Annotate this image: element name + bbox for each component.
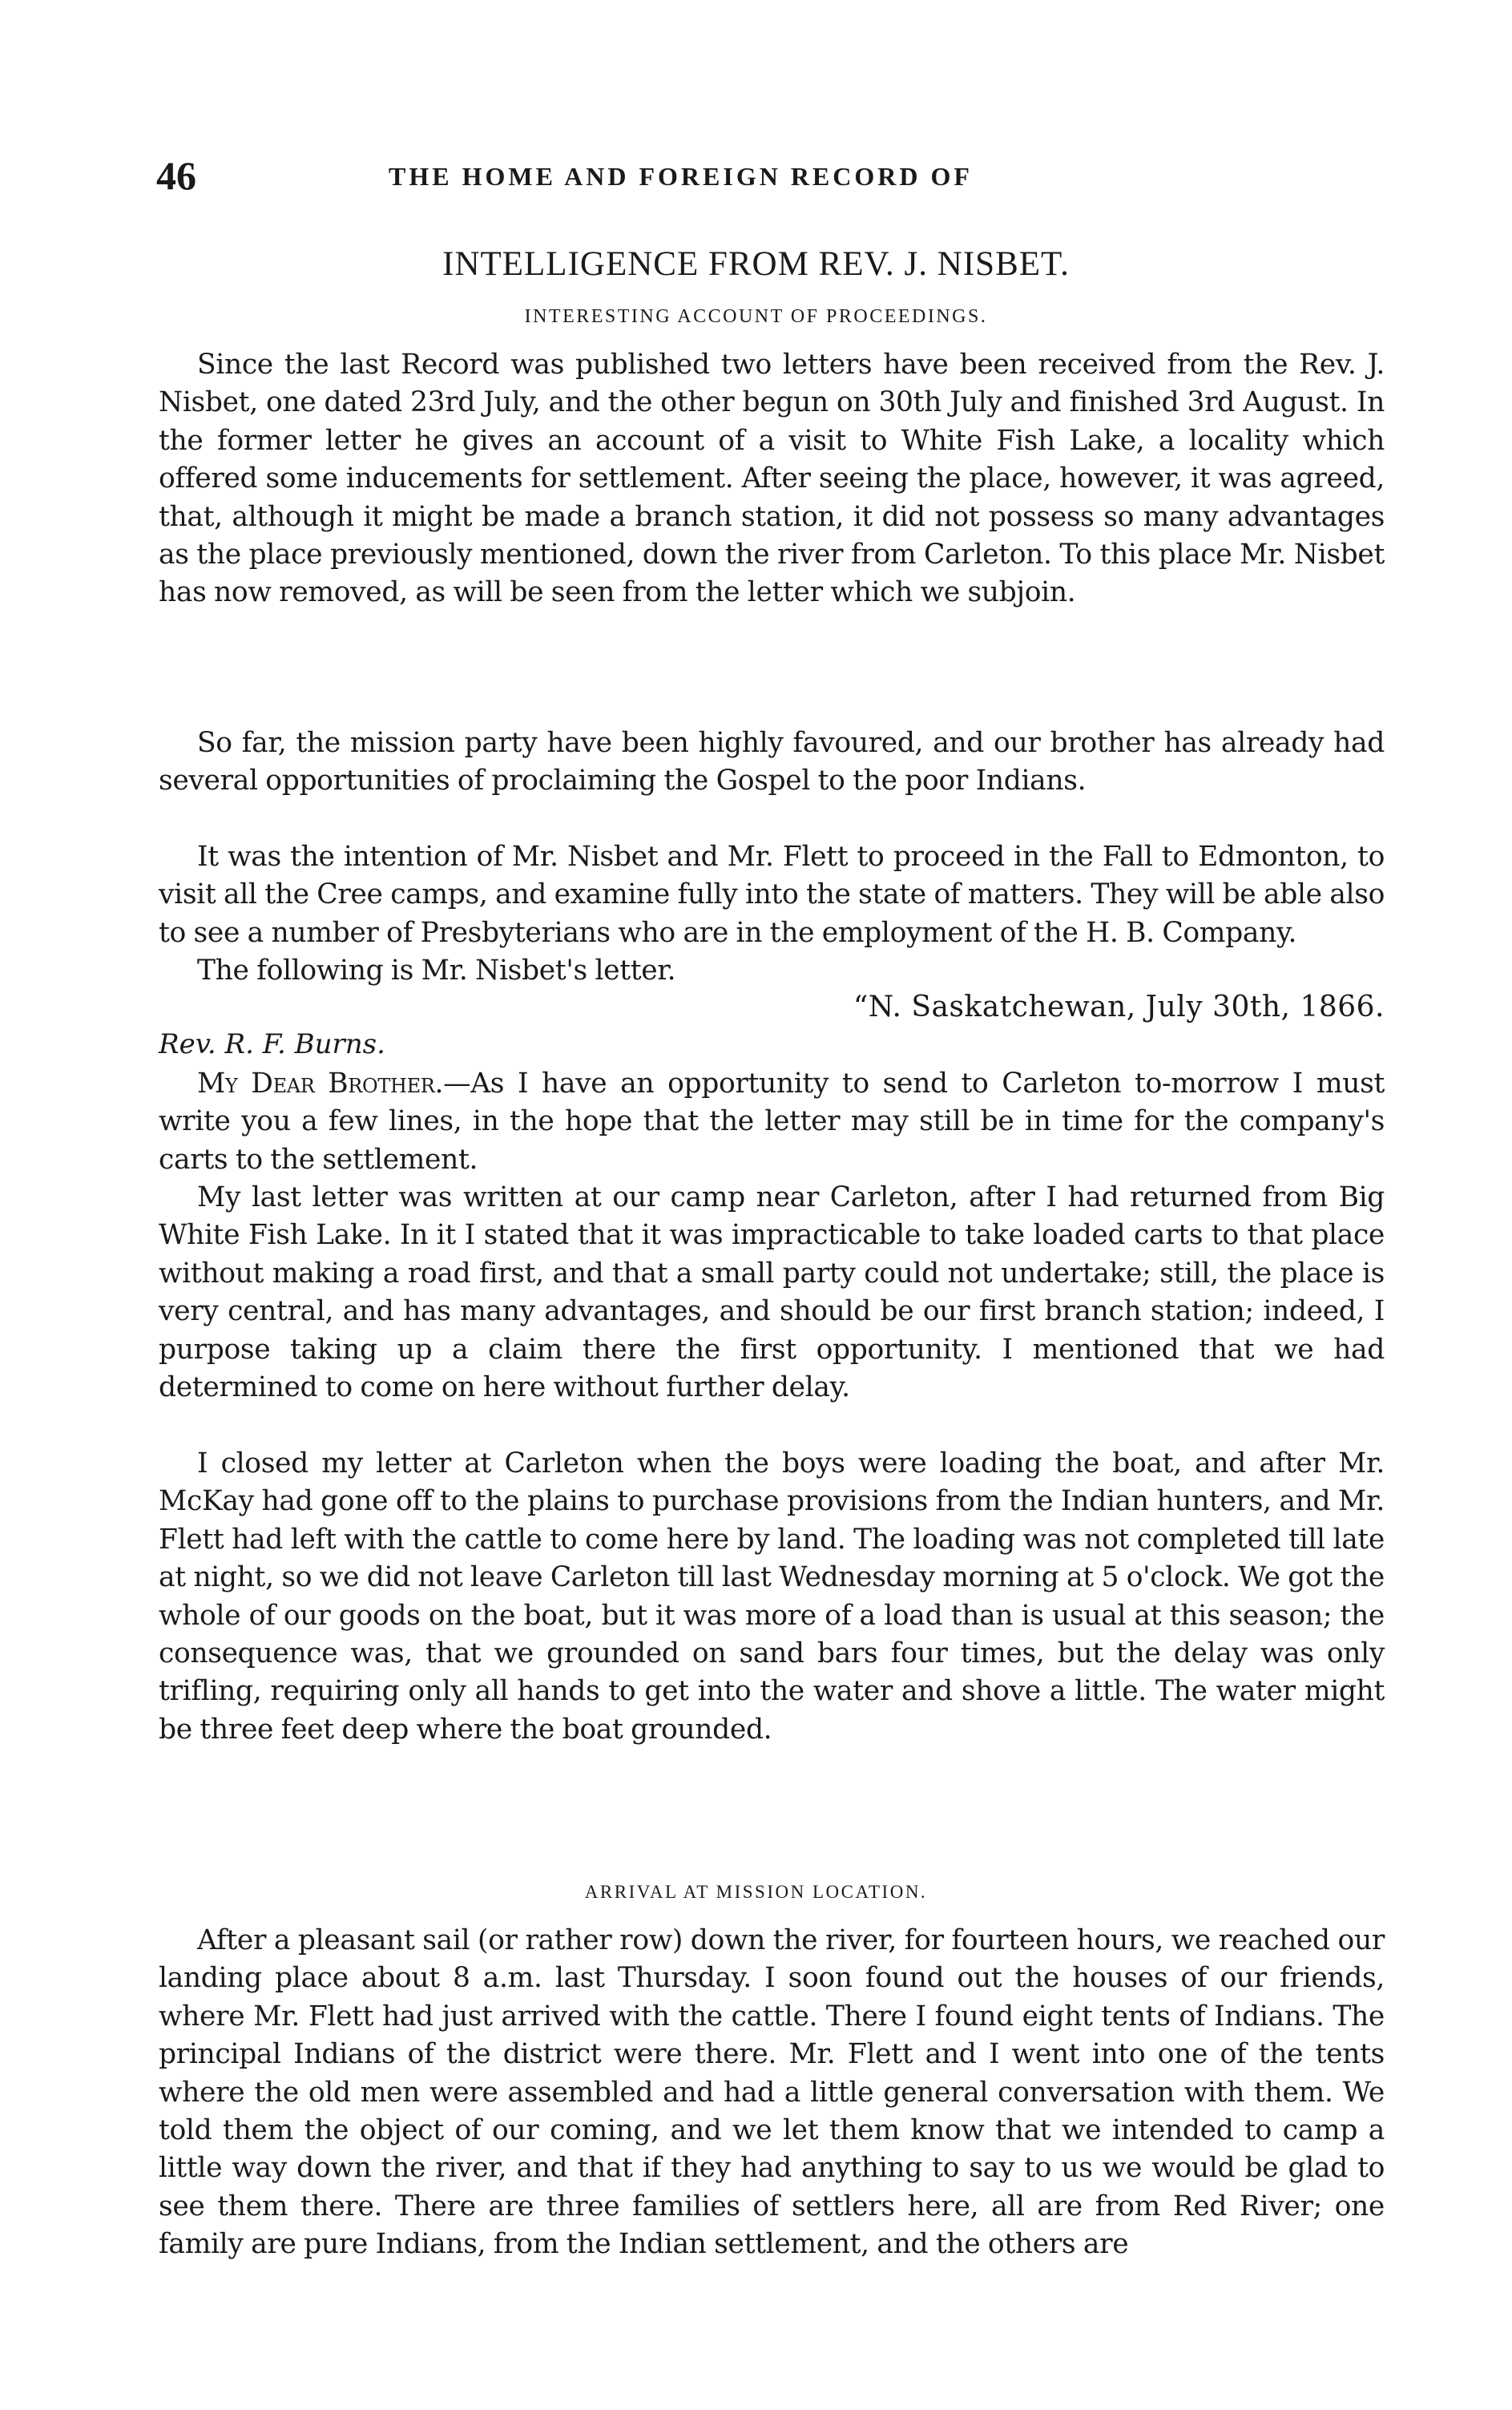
section-paragraph-1: After a pleasant sail (or rather row) down the river, for fourteen hours, we reached our landing place about 8 a.m. last Thursday. I soon found out the houses of our friends, where Mr. Flett had just arrived with the cattle. There I found eight tents of Indians. The principal Indians of the district were there. Mr. Flett and I went into one of the tents where the old men were assembled and had a little general conversation with them. We told them the object of our coming, and we let them know that we intended to camp a little way down the river, and that if they had anything to say to us we would be glad to see them there. There are three families of settlers here, all are from Red River; one family are pure Indians, from the Indian settlement, and the others are [159, 1924, 1385, 2261]
article-subtitle: INTERESTING ACCOUNT OF PROCEEDINGS. [524, 306, 988, 327]
section-heading: ARRIVAL AT MISSION LOCATION. [584, 1882, 928, 1902]
intro-paragraph-3: It was the intention of Mr. Nisbet and Mr. Flett to proceed in the Fall to Edmonton, to visit all the Cree camps, and examine fully into the state of matters. They will be able also to see a number of Presbyterians who are in the employment of the H. B. Company. [159, 841, 1385, 949]
intro-paragraph-4: The following is Mr. Nisbet's letter. [197, 955, 676, 987]
letter-paragraph-1: My last letter was written at our camp near Carleton, after I had returned from Big White Fish Lake. In it I stated that it was impracticable to take loaded carts to that place without making a road first, and that a small party could not undertake; still, the place is very central, and has many advantages, and should be our first branch station; indeed, I purpose taking up a claim there the first opportunity. I mentioned that we had determined to come on here without further delay. [159, 1181, 1385, 1404]
article-title: INTELLIGENCE FROM REV. J. NISBET. [442, 245, 1070, 283]
letter-opening-paragraph [159, 1065, 1385, 1179]
running-title: THE HOME AND FOREIGN RECORD OF [389, 162, 973, 191]
intro-paragraph-2: So far, the mission party have been highly favoured, and our brother has already had several opportunities of proclaiming the Gospel to the poor Indians. [159, 727, 1385, 797]
intro-paragraph-1: Since the last Record was published two letters have been received from the Rev. J. Nisbet, one dated 23rd July, and the other begun on 30th July and finished 3rd August. In the former letter he gives an account of a visit to White Fish Lake, a locality which offered some inducements for settlement. After seeing the place, however, it was agreed, that, although it might be made a branch station, it did not possess so many advantages as the place previously mentioned, down the river from Carleton. To this place Mr. Nisbet has now removed, as will be seen from the letter which we subjoin. [159, 349, 1385, 609]
letter-salutation: My Dear Brother. [197, 1068, 444, 1100]
letter-dateline: “N. Saskatchewan, July 30th, 1866. [853, 991, 1385, 1023]
page-number: 46 [156, 153, 196, 198]
running-header [156, 152, 1382, 200]
letter-addressee: Rev. R. F. Burns. [159, 1028, 385, 1060]
letter-opening-text: —As I have an opportunity to send to Carleton to-morrow I must write you a few lines, in the hope that the letter may still be in time for the company's carts to the settlement. [159, 1068, 1385, 1176]
letter-paragraph-2: I closed my letter at Carleton when the boys were loading the boat, and after Mr. McKay had gone off to the plains to purchase provisions from the Indian hunters, and Mr. Flett had left with the cattle to come here by land. The loading was not completed till late at night, so we did not leave Carleton till last Wednesday morning at 5 o'clock. We got the whole of our goods on the boat, but it was more of a load than is usual at this season; the consequence was, that we grounded on sand bars four times, but the delay was only trifling, requiring only all hands to get into the water and shove a little. The water might be three feet deep where the boat grounded. [159, 1447, 1385, 1746]
